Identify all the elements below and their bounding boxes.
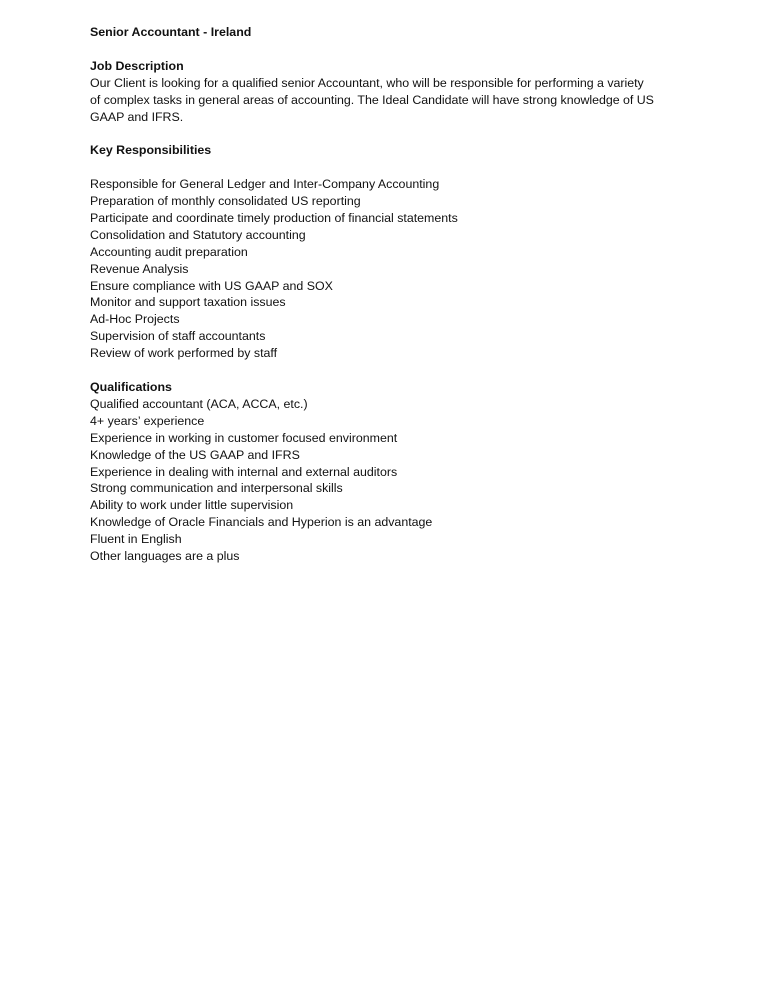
list-item: Revenue Analysis xyxy=(90,261,189,276)
list-item: Knowledge of the US GAAP and IFRS xyxy=(90,447,300,462)
list-item: 4+ years’ experience xyxy=(90,413,205,428)
list-item: Supervision of staff accountants xyxy=(90,329,266,344)
list-item: Ensure compliance with US GAAP and SOX xyxy=(90,278,333,293)
list-item: Experience in working in customer focused environment xyxy=(90,430,398,445)
spacer xyxy=(90,159,690,176)
job-description-line: of complex tasks in general areas of accounting. The Ideal Candidate will have strong knowledge of US xyxy=(90,92,654,107)
qualifications-heading: Qualifications xyxy=(90,379,172,394)
job-description-line: GAAP and IFRS. xyxy=(90,109,184,124)
list-item: Consolidation and Statutory accounting xyxy=(90,227,306,242)
job-description-line: Our Client is looking for a qualified senior Accountant, who will be responsible for performing a variety xyxy=(90,75,644,90)
qualifications-section xyxy=(90,379,690,565)
responsibilities-list xyxy=(90,176,690,362)
list-item: Qualified accountant (ACA, ACCA, etc.) xyxy=(90,396,308,411)
list-item: Knowledge of Oracle Financials and Hyperion is an advantage xyxy=(90,515,433,530)
document-page xyxy=(90,24,690,565)
list-item: Participate and coordinate timely production of financial statements xyxy=(90,210,458,225)
list-item: Other languages are a plus xyxy=(90,549,240,564)
list-item: Accounting audit preparation xyxy=(90,244,248,259)
list-item: Strong communication and interpersonal skills xyxy=(90,481,343,496)
key-responsibilities-section xyxy=(90,142,690,362)
list-item: Responsible for General Ledger and Inter-Company Accounting xyxy=(90,177,440,192)
job-description-section xyxy=(90,58,690,126)
list-item: Fluent in English xyxy=(90,532,182,547)
qualifications-list xyxy=(90,396,690,565)
list-item: Ability to work under little supervision xyxy=(90,498,294,513)
job-description-heading: Job Description xyxy=(90,58,184,73)
list-item: Ad-Hoc Projects xyxy=(90,312,180,327)
list-item: Monitor and support taxation issues xyxy=(90,295,286,310)
key-responsibilities-heading: Key Responsibilities xyxy=(90,143,212,158)
document-title: Senior Accountant - Ireland xyxy=(90,25,252,39)
list-item: Preparation of monthly consolidated US reporting xyxy=(90,194,361,209)
list-item: Review of work performed by staff xyxy=(90,346,278,361)
list-item: Experience in dealing with internal and external auditors xyxy=(90,464,398,479)
